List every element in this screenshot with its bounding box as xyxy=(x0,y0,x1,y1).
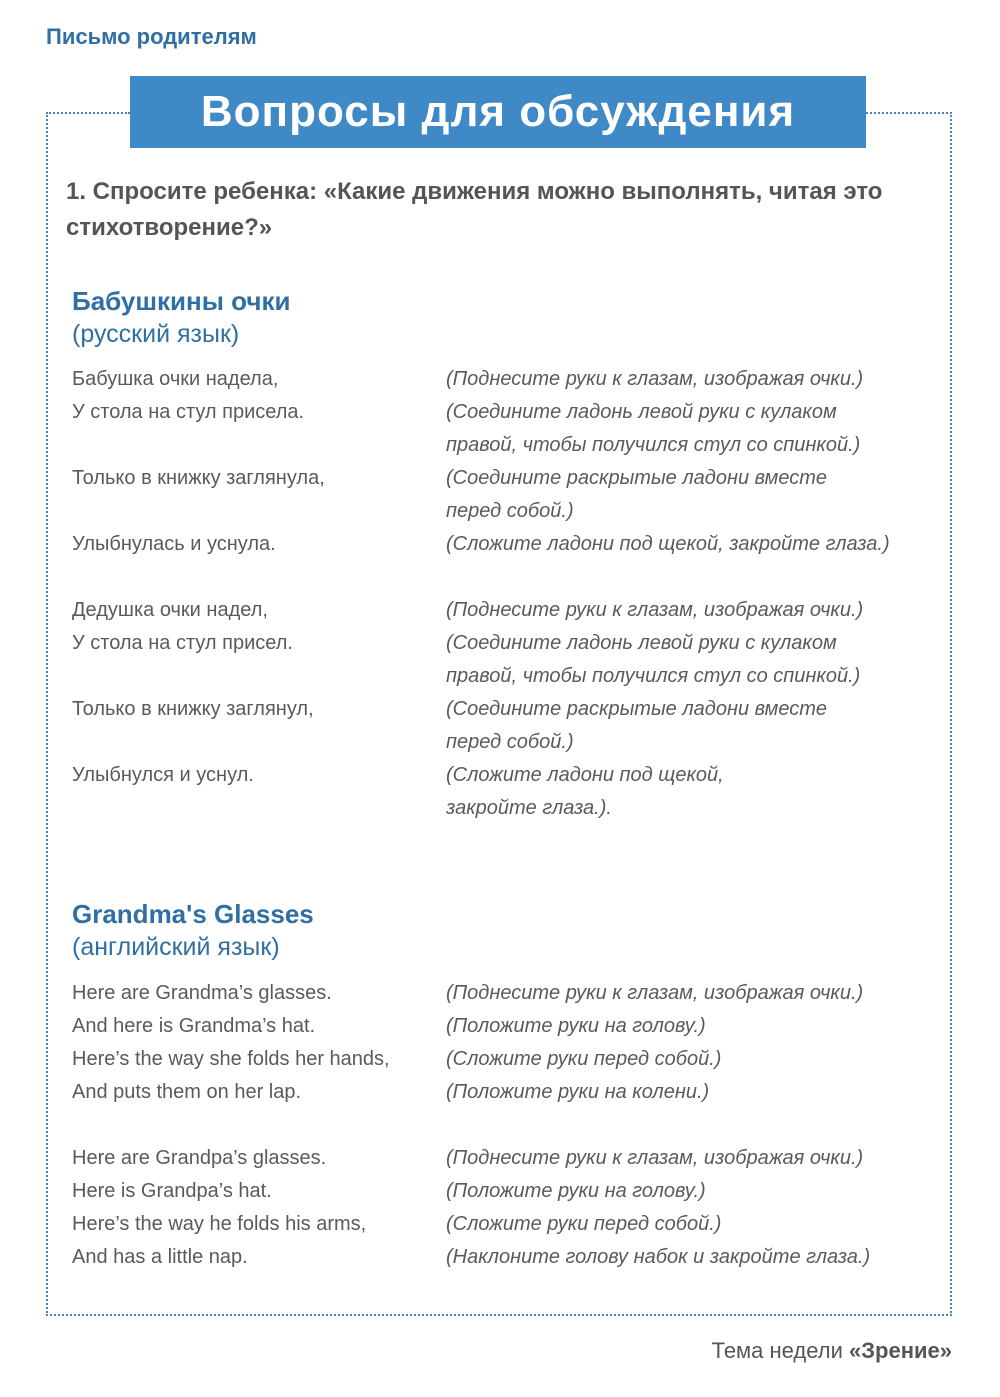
poem-row xyxy=(72,660,942,693)
poem-line: Улыбнулся и уснул. xyxy=(72,764,254,786)
stanza-gap xyxy=(72,1109,942,1142)
poem-en-title: Grandma's Glasses xyxy=(72,899,314,929)
poem-line xyxy=(72,792,446,825)
poem-row xyxy=(72,1142,942,1175)
poem-action: (Положите руки на колени.) xyxy=(446,1081,710,1103)
poem-row xyxy=(72,363,942,396)
poem-en-body xyxy=(72,977,942,1274)
poem-line: Бабушка очки надела, xyxy=(72,368,279,390)
poem-row xyxy=(72,693,942,726)
poem-line: У стола на стул присела. xyxy=(72,401,305,423)
poem-line: Here are Grandpa’s glasses. xyxy=(72,1147,327,1169)
poem-line: And puts them on her lap. xyxy=(72,1081,302,1103)
poem-action: (Наклоните голову набок и закройте глаза.) xyxy=(446,1246,871,1268)
poem-row xyxy=(72,726,942,759)
poem-line: Только в книжку заглянул, xyxy=(72,698,314,720)
poem-ru-body xyxy=(72,363,942,825)
poem-row xyxy=(72,495,942,528)
poem-line xyxy=(72,726,446,759)
poem-action: (Сложите руки перед собой.) xyxy=(446,1048,722,1070)
poem-action: (Поднесите руки к глазам, изображая очки.) xyxy=(446,1147,864,1169)
poem-line: Here is Grandpa’s hat. xyxy=(72,1180,272,1202)
dotted-frame-top-left xyxy=(46,112,130,114)
poem-line: Here’s the way he folds his arms, xyxy=(72,1213,367,1235)
poem-action: правой, чтобы получился стул со спинкой.) xyxy=(446,665,861,687)
poem-action: (Поднесите руки к глазам, изображая очки.) xyxy=(446,599,864,621)
poem-action: (Поднесите руки к глазам, изображая очки.) xyxy=(446,982,864,1004)
poem-row xyxy=(72,1241,942,1274)
poem-action: (Сложите ладони под щекой, закройте глаза.) xyxy=(446,533,890,555)
poem-action: (Положите руки на голову.) xyxy=(446,1015,706,1037)
poem-line xyxy=(72,429,446,462)
poem-line xyxy=(72,660,446,693)
poem-action: (Соедините ладонь левой руки с кулаком xyxy=(446,632,837,654)
header-label: Письмо родителям xyxy=(46,24,257,49)
footer xyxy=(712,1338,952,1364)
poem-row xyxy=(72,1076,942,1109)
poem-line: And has a little nap. xyxy=(72,1246,248,1268)
poem-line: And here is Grandma’s hat. xyxy=(72,1015,316,1037)
poem-action: перед собой.) xyxy=(446,500,574,522)
dotted-frame-top-right xyxy=(866,112,952,114)
poem-row xyxy=(72,977,942,1010)
poem-line: Here’s the way she folds her hands, xyxy=(72,1048,390,1070)
poem-line: Here are Grandma’s glasses. xyxy=(72,982,332,1004)
poem-row xyxy=(72,528,942,561)
poem-action: (Соедините раскрытые ладони вместе xyxy=(446,698,828,720)
poem-row xyxy=(72,462,942,495)
footer-theme: «Зрение» xyxy=(849,1338,952,1363)
poem-row xyxy=(72,594,942,627)
poem-line: Дедушка очки надел, xyxy=(72,599,268,621)
poem-row xyxy=(72,396,942,429)
poem-row xyxy=(72,759,942,792)
poem-ru-title: Бабушкины очки xyxy=(72,286,291,316)
poem-row xyxy=(72,792,942,825)
poem-line: У стола на стул присел. xyxy=(72,632,293,654)
poem-row xyxy=(72,1208,942,1241)
poem-row xyxy=(72,627,942,660)
poem-row xyxy=(72,429,942,462)
poem-line: Только в книжку заглянула, xyxy=(72,467,325,489)
poem-action: (Положите руки на голову.) xyxy=(446,1180,706,1202)
section-banner xyxy=(130,76,866,148)
poem-line: Улыбнулась и уснула. xyxy=(72,533,276,555)
poem-action: (Поднесите руки к глазам, изображая очки.) xyxy=(446,368,864,390)
poem-ru-language: (русский язык) xyxy=(72,320,240,348)
poem-en-language: (английский язык) xyxy=(72,933,280,961)
poem-action: (Сложите ладони под щекой, xyxy=(446,764,724,786)
poem-row xyxy=(72,1175,942,1208)
poem-action: перед собой.) xyxy=(446,731,574,753)
question-text: 1. Спросите ребенка: «Какие движения можно выполнять, читая это стихотворение?» xyxy=(66,178,883,241)
poem-row xyxy=(72,1043,942,1076)
poem-action: (Соедините раскрытые ладони вместе xyxy=(446,467,828,489)
stanza-gap xyxy=(72,561,942,594)
poem-action: правой, чтобы получился стул со спинкой.) xyxy=(446,434,861,456)
poem-row xyxy=(72,1010,942,1043)
poem-line xyxy=(72,495,446,528)
footer-prefix: Тема недели xyxy=(711,1338,843,1363)
poem-action: (Сложите руки перед собой.) xyxy=(446,1213,722,1235)
poem-action: (Соедините ладонь левой руки с кулаком xyxy=(446,401,837,423)
poem-action: закройте глаза.). xyxy=(446,797,612,819)
banner-title: Вопросы для обсуждения xyxy=(200,87,796,136)
